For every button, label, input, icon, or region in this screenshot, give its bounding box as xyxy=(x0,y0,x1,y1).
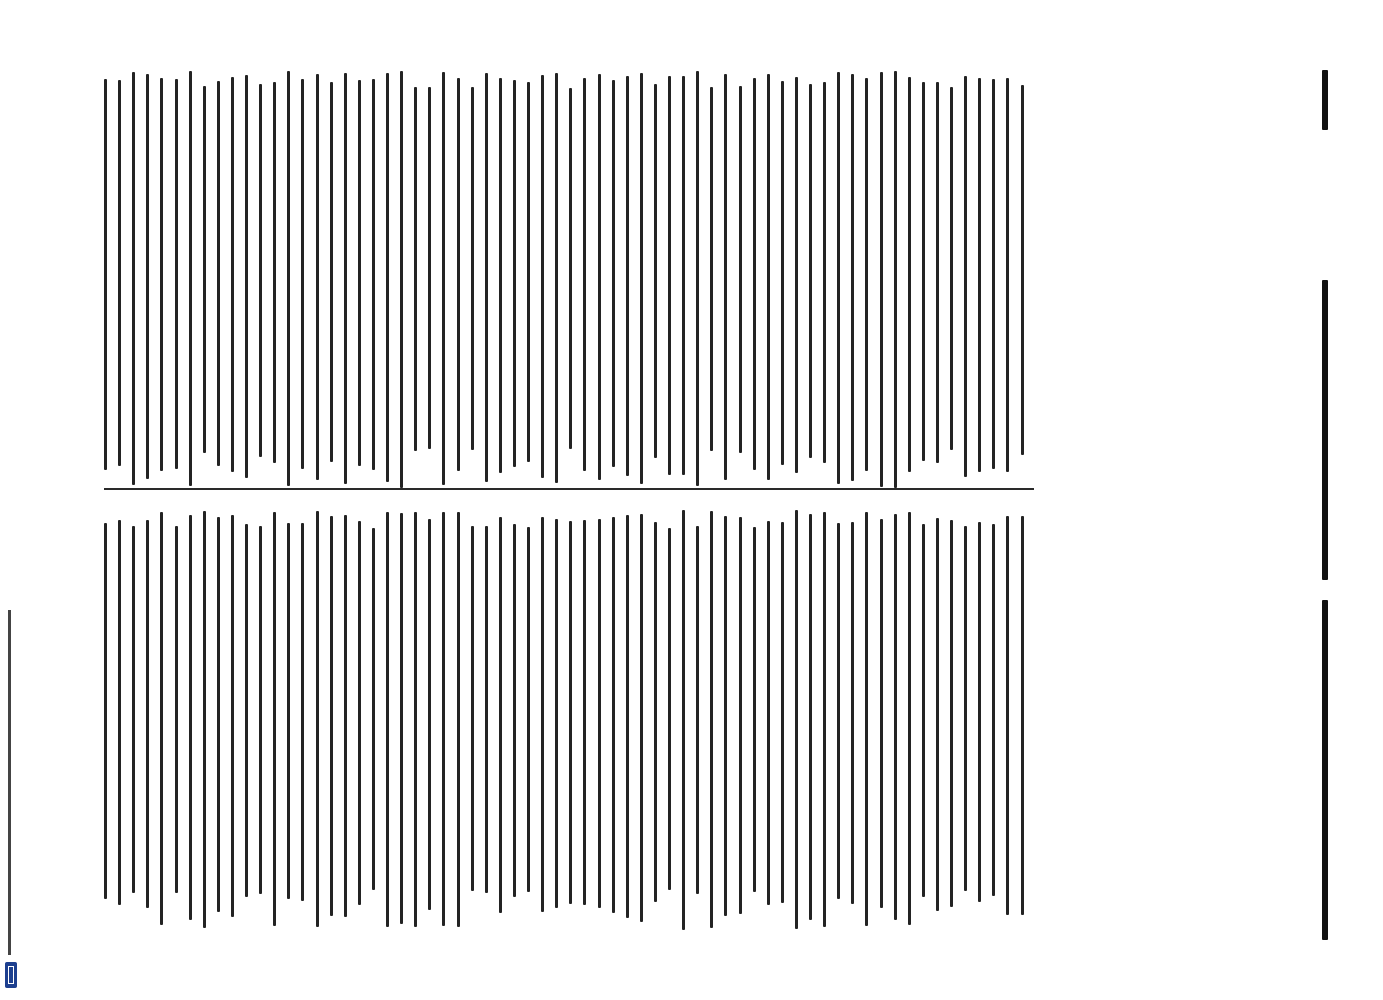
text-line xyxy=(372,528,375,890)
text-line xyxy=(851,522,854,904)
text-line xyxy=(668,76,671,475)
text-line xyxy=(964,526,967,891)
text-line xyxy=(739,517,742,914)
text-line xyxy=(696,526,699,894)
text-line xyxy=(837,72,840,484)
text-line xyxy=(767,74,770,480)
text-line xyxy=(739,86,742,453)
text-line xyxy=(640,514,643,922)
text-line xyxy=(189,515,192,920)
text-line xyxy=(118,520,121,905)
text-line xyxy=(485,73,488,482)
page-number xyxy=(1322,70,1328,130)
text-line xyxy=(513,524,516,897)
text-line xyxy=(217,517,220,912)
text-line xyxy=(555,73,558,483)
text-line xyxy=(344,515,347,917)
text-line xyxy=(654,522,657,902)
text-line xyxy=(767,521,770,905)
text-line xyxy=(160,512,163,925)
text-line xyxy=(287,523,290,899)
text-line xyxy=(386,73,389,482)
text-line xyxy=(781,522,784,903)
text-line xyxy=(400,71,403,488)
text-line xyxy=(851,74,854,481)
text-line xyxy=(626,76,629,476)
text-line xyxy=(457,78,460,471)
text-line xyxy=(654,84,657,458)
text-line xyxy=(992,524,995,896)
text-line xyxy=(316,74,319,480)
text-line xyxy=(1006,516,1009,915)
text-line xyxy=(330,82,333,462)
text-line xyxy=(583,78,586,471)
text-line xyxy=(414,512,417,927)
text-line xyxy=(865,78,868,471)
text-line xyxy=(964,76,967,477)
text-line xyxy=(1006,78,1009,472)
text-line xyxy=(837,523,840,899)
text-line xyxy=(231,77,234,472)
text-line xyxy=(795,510,798,929)
text-line xyxy=(710,511,713,928)
text-line xyxy=(132,72,135,485)
credit-text xyxy=(8,610,11,955)
text-line xyxy=(809,514,812,920)
text-line xyxy=(132,526,135,893)
text-line xyxy=(414,87,417,451)
dfg-logo-icon xyxy=(5,962,17,988)
text-line xyxy=(175,526,178,893)
text-line xyxy=(978,522,981,902)
text-line xyxy=(823,512,826,927)
text-line xyxy=(146,74,149,479)
text-line xyxy=(612,517,615,913)
text-line xyxy=(428,87,431,449)
text-line xyxy=(400,513,403,924)
header-title xyxy=(1322,280,1328,580)
text-line xyxy=(569,88,572,449)
text-line xyxy=(555,519,558,908)
text-line xyxy=(880,519,883,908)
text-line xyxy=(795,77,798,473)
text-line xyxy=(823,82,826,463)
text-line xyxy=(569,521,572,904)
text-line xyxy=(428,519,431,910)
text-line xyxy=(203,511,206,928)
text-line xyxy=(880,72,883,487)
text-line xyxy=(104,79,107,470)
text-line xyxy=(231,515,234,917)
text-line xyxy=(894,71,897,488)
text-line xyxy=(386,512,389,927)
text-line xyxy=(175,79,178,469)
text-line xyxy=(541,517,544,912)
text-line xyxy=(330,516,333,916)
text-line xyxy=(682,510,685,930)
text-line xyxy=(598,519,601,908)
text-line xyxy=(682,76,685,475)
text-line xyxy=(640,73,643,484)
text-line xyxy=(541,75,544,478)
column-divider xyxy=(104,488,1034,490)
text-line xyxy=(358,80,361,466)
text-line xyxy=(344,73,347,484)
text-line xyxy=(259,84,262,457)
text-line xyxy=(753,78,756,470)
text-line xyxy=(499,517,502,913)
text-line xyxy=(598,74,601,480)
text-line xyxy=(160,78,163,471)
text-line xyxy=(203,86,206,453)
text-line xyxy=(146,520,149,908)
text-line xyxy=(273,82,276,463)
text-line xyxy=(499,78,502,473)
text-line xyxy=(358,521,361,905)
text-line xyxy=(992,79,995,469)
text-line xyxy=(696,71,699,486)
header-report-reference xyxy=(1322,600,1328,940)
text-line xyxy=(485,526,488,893)
text-line xyxy=(471,87,474,450)
text-line xyxy=(626,515,629,918)
text-line xyxy=(865,512,868,926)
text-line xyxy=(950,520,953,907)
text-line xyxy=(104,523,107,899)
text-line xyxy=(922,82,925,461)
text-line xyxy=(316,511,319,927)
text-line xyxy=(908,512,911,925)
text-line xyxy=(894,514,897,920)
text-line xyxy=(950,87,953,450)
text-line xyxy=(527,82,530,462)
text-line xyxy=(1021,85,1024,455)
text-line xyxy=(287,71,290,486)
text-line xyxy=(922,524,925,897)
text-line xyxy=(724,516,727,916)
text-line xyxy=(273,512,276,926)
text-line xyxy=(259,526,262,894)
text-line xyxy=(668,528,671,890)
text-line xyxy=(809,84,812,458)
text-line xyxy=(612,80,615,467)
text-line xyxy=(372,79,375,470)
text-line xyxy=(978,78,981,472)
text-line xyxy=(908,77,911,472)
text-line xyxy=(936,82,939,463)
text-line xyxy=(118,80,121,466)
text-line xyxy=(457,512,460,927)
text-line xyxy=(781,81,784,465)
text-line xyxy=(583,520,586,905)
text-line xyxy=(724,74,727,480)
text-line xyxy=(301,79,304,469)
text-line xyxy=(753,527,756,892)
text-line xyxy=(217,81,220,466)
text-line xyxy=(513,80,516,467)
text-line xyxy=(527,527,530,892)
text-line xyxy=(301,523,304,901)
text-line xyxy=(442,512,445,926)
digitization-credit xyxy=(2,0,20,1000)
text-line xyxy=(245,524,248,897)
text-line xyxy=(442,72,445,485)
text-line xyxy=(936,518,939,911)
text-line xyxy=(471,526,474,891)
text-line xyxy=(710,87,713,451)
text-line xyxy=(1021,516,1024,915)
text-line xyxy=(189,71,192,486)
text-line xyxy=(245,75,248,478)
